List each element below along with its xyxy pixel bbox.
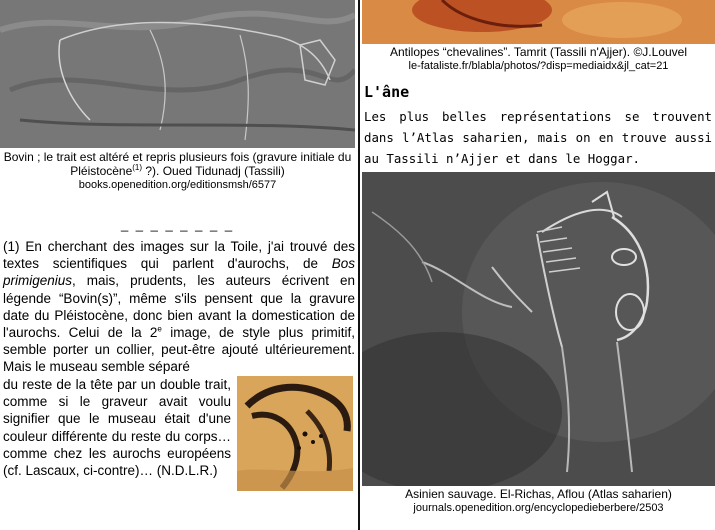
donkey-source-url: journals.openedition.org/encyclopedieberbere/2503 (413, 502, 664, 514)
section-heading-ane: L'âne (364, 83, 410, 101)
bovin-engraving-image (0, 0, 355, 148)
footnote-text-3: image, de style plus primitif, semble porter un collier, peut-être ajouté ultérieurement. Mais le museau semble séparé (3, 325, 356, 375)
antelopes-caption (362, 45, 715, 73)
section-separator: _ _ _ _ _ _ _ _ (120, 217, 235, 232)
bovin-caption-text-b: ?). Oued Tidunadj (Tassili) (142, 164, 285, 178)
bovin-caption (0, 150, 355, 192)
column-divider (358, 0, 360, 530)
lascaux-aurochs-image (237, 376, 353, 491)
bovin-source-url: books.openedition.org/editionsmsh/6577 (78, 179, 277, 191)
footnote-text-2: , mais, prudents, les auteurs écrivent en légende “Bovin(s)”, même s'ils pensent que la gravure date du Pléistocène, donc bien avant la domestication de l'aurochs. Celui de la 2 (3, 273, 355, 341)
donkey-engraving-image (362, 172, 715, 486)
footnote-paragraph (3, 238, 355, 376)
donkey-caption-text: Asinien sauvage. El-Richas, Aflou (Atlas saharien) (405, 487, 672, 501)
antelopes-source-url: le-fataliste.fr/blabla/photos/?disp=mediaidx&jl_cat=21 (408, 60, 669, 72)
footnote-text-1: (1) En cherchant des images sur la Toile, j'ai trouvé des textes scientifiques qui parlent d'aurochs, de (3, 239, 355, 272)
antelopes-caption-text: Antilopes “chevalines”. Tamrit (Tassili n'Ajjer). ©J.Louvel (389, 45, 688, 59)
bovin-caption-text-a: Bovin ; le trait est altéré et repris plusieurs fois (gravure initiale du Pléistocène (3, 150, 352, 178)
antelopes-painting-image (362, 0, 715, 44)
footnote-species-name: Bos primigenius (3, 256, 355, 289)
bovin-caption-footnote-mark: (1) (132, 163, 143, 172)
footnote-ordinal-sup: e (157, 324, 162, 334)
donkey-caption (362, 487, 715, 515)
footnote-wrap-text: du reste de la tête par un double trait, comme si le graveur avait voulu signifier que le museau était d'une couleur différente du reste du corps… comme chez les aurochs européens (cf. Lascaux, ci-contre)… (N.D.L.R.) (3, 377, 231, 479)
ane-paragraph: Les plus belles représentations se trouvent dans l’Atlas saharien, mais on en trouve aussi au Tassili n’Ajjer et dans le Hoggar. (364, 109, 712, 166)
